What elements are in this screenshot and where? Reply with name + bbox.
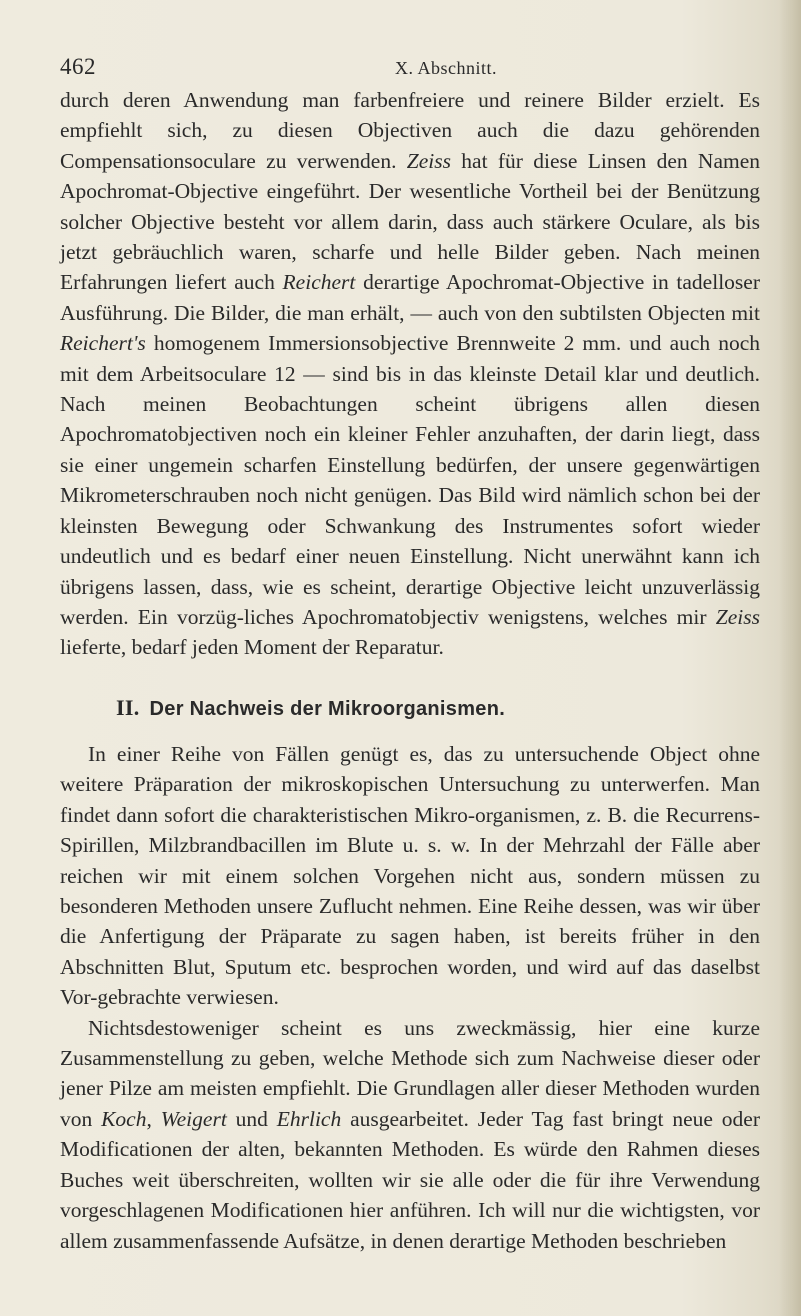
paragraph-methoden <box>60 1013 760 1256</box>
running-head <box>60 54 760 84</box>
author-name-zeiss: Zeiss <box>715 604 760 629</box>
page-edge-shadow <box>779 0 801 1316</box>
text-block-top <box>60 85 760 663</box>
author-name-reicherts: Reichert's <box>60 331 146 356</box>
page-number: 462 <box>60 54 96 79</box>
section-label: X. Abschnitt. <box>395 58 498 78</box>
text-run: und <box>226 1106 277 1131</box>
author-name-reichert: Reichert <box>282 270 356 295</box>
text-run: lieferte, bedarf jeden Moment der Reparatur. <box>60 635 444 660</box>
text-run: hat für diese Linsen den Namen Apochromat-Objective eingeführt. Der wesentliche Vortheil bei der Benützung solcher Objective besteht vor allem darin, dass auch stärkere Oculare, als bis jetzt gebräuchlich waren, scharfe und helle Bilder geben. Nach meinen Erfahrungen liefert auch <box>60 148 761 295</box>
section-number: II. <box>116 695 140 720</box>
text-run: ausgearbeitet. Jeder Tag fast bringt neue oder Modificationen der alten, bekannten Methoden. Es würde den Rahmen dieses Buches weit überschreiten, wollten wir sie alle oder die für ihre Verwendung vorgeschlagenen Modificationen hier anführen. Ich will nur die wichtigsten, vor allem zusammenfassende Aufsätze, in denen derartige Methoden beschrieben <box>60 1106 761 1253</box>
section-heading <box>116 695 505 721</box>
text-block-bottom <box>60 739 760 1256</box>
text-run: , <box>146 1106 161 1131</box>
author-name-weigert: Weigert <box>160 1106 227 1131</box>
author-name-koch: Koch <box>101 1106 147 1131</box>
text-run: homogenem Immersionsobjective Brennweite 2 mm. und auch noch mit dem Arbeitsoculare 12 — sind bis in das kleinste Detail klar und deutlich. Nach meinen Beobachtungen scheint übrigens allen diesen Apochromatobjectiven noch ein kleiner Fehler anzuhaften, der darin liegt, dass sie einer ungemein scharfen Einstellung bedürfen, der unsere gegenwärtigen Mikrometerschrauben noch nicht genügen. Das Bild wird nämlich schon bei der kleinsten Bewegung oder Schwankung des Instrumentes sofort wieder undeutlich und es bedarf einer neuen Einstellung. Nicht unerwähnt kann ich übrigens lassen, dass, wie es scheint, derartige Objective leicht unzuverlässig werden. Ein vorzüg-liches Apochromatobjectiv wenigstens, welches mir <box>60 331 760 629</box>
author-name-ehrlich: Ehrlich <box>276 1106 342 1131</box>
text-run: durch deren Anwendung man farbenfreiere und reinere Bilder erzielt. Es empfiehlt sich, zu diesen Objectiven auch die dazu gehörenden Compensationsoculare zu verwenden. <box>60 88 760 173</box>
text-run: Nichtsdestoweniger scheint es uns zweckmässig, hier eine kurze Zusammenstellung zu geben, welche Methode sich zum Nachweise dieser oder jener Pilze am meisten empfiehlt. Die Grundlagen aller dieser Methoden wurden von <box>60 1015 760 1131</box>
text-run: derartige Apochromat-Objective in tadelloser Ausführung. Die Bilder, die man erhält, — auch von den subtilsten Objecten mit <box>60 270 760 325</box>
paragraph-apochromat <box>60 85 760 663</box>
author-name-zeiss: Zeiss <box>406 148 451 173</box>
section-title: Der Nachweis der Mikroorganismen. <box>149 698 506 720</box>
paragraph-mikroorganismen: In einer Reihe von Fällen genügt es, das zu untersuchende Object ohne weitere Präparation der mikroskopischen Untersuchung zu unterwerfen. Man findet dann sofort die charakteristischen Mikro-organismen, z. B. die Recurrens-Spirillen, Milzbrandbacillen im Blute u. s. w. In der Mehrzahl der Fälle aber reichen wir mit einem solchen Vorgehen nicht aus, sondern müssen zu besonderen Methoden unsere Zuflucht nehmen. Eine Reihe dessen, was wir über die Anfertigung der Präparate zu sagen haben, ist bereits früher in den Abschnitten Blut, Sputum etc. besprochen worden, und wird auf das daselbst Vor-gebrachte verwiesen. <box>60 742 760 1010</box>
